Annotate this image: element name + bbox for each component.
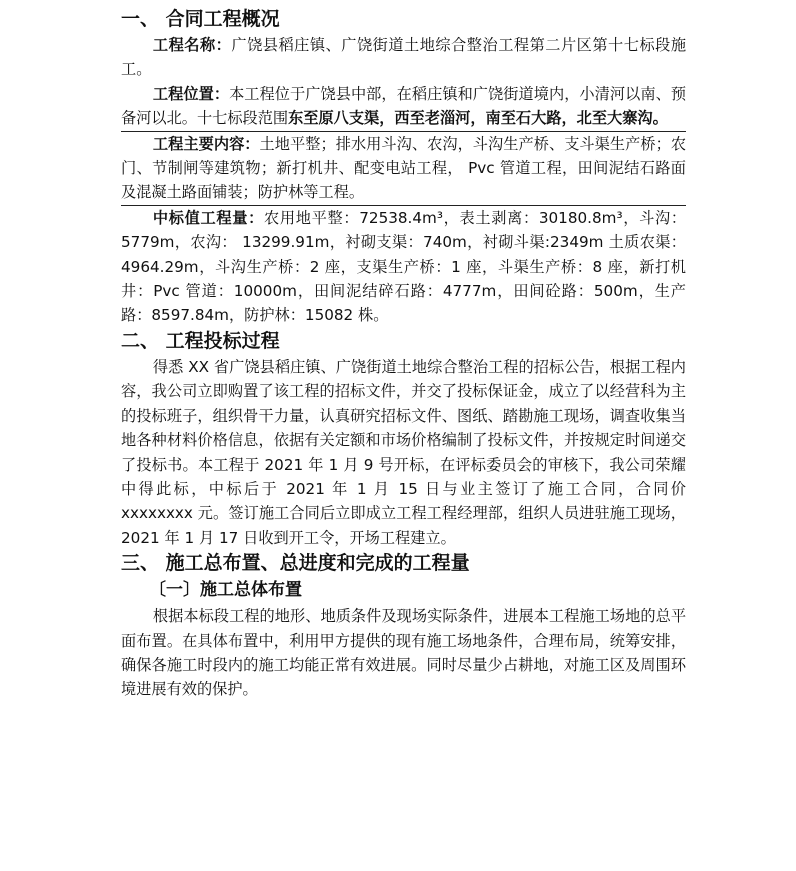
project-location-label: 工程位置： [152,84,230,103]
project-name-label: 工程名称： [152,36,232,54]
section-2-heading: 二、 工程投标过程 [121,329,280,352]
section-1-heading: 一、 合同工程概况 [121,8,280,30]
main-content-text: 土地平整；排水用斗沟、农沟，斗沟生产桥、支斗渠生产桥；农门、节制闸等建筑物；新打机井、配变电站工程， Pvc 管道工程，田间泥结石路面及混凝土路面铺装；防护林等工程。 [121,134,687,202]
main-content-paragraph [121,132,686,205]
subsection-1-heading: 〔一〕施工总体布置 [149,580,302,601]
bidding-process-paragraph: 得悉 XX 省广饶县稻庄镇、广饶街道土地综合整治工程的招标公告，根据工程内容，我公司立即购置了该工程的招标文件，并交了投标保证金，成立了以经营科为主的投标班子，组织骨干力量，认真研究招标文件、图纸、踏勘施工现场，调查收集当地各种材料价格信息，依据有关定额和市场价格编制了投标文件，并按规定时间递交了投标书。本工程于 2021 年 1 月 9 号开标，在评标委员会的审核下，我公司荣耀中得此标，中标后于 2021 年 1 月 15 日与业主签订了施工合同，合同价 xxxxxxxx 元。签订施工合同后立即成立工程工程经理部，组织人员进驻施工现场，2021 年 1 月 17 日收到开工令，开场工程建立。 [121,357,686,547]
site-layout-paragraph: 根据本标段工程的地形、地质条件及现场实际条件，进展本工程施工场地的总平面布置。在具体布置中，利用甲方提供的现有施工场地条件，合理布局，统筹安排，确保各施工时段内的施工均能正常有效进展。同时尽量少占耕地，对施工区及周围环境进展有效的保护。 [121,607,686,699]
project-name-text: 广饶县稻庄镇、广饶街道土地综合整治工程第二片区第十七标段施工。 [121,36,687,79]
project-location-paragraph [121,82,686,131]
quantities-paragraph [121,206,686,328]
project-location-text: 本工程位于广饶县中部，在稻庄镇和广饶街道境内，小清河以南、预备河以北。十七标段范围 [121,84,687,128]
project-name-paragraph [121,33,686,82]
main-content-label: 工程主要内容： [152,134,260,153]
project-boundary-text: 东至原八支渠，西至老淄河，南至石大路，北至大寨沟。 [288,109,668,128]
quantities-text: 农用地平整：72538.4m³，表土剥离：30180.8m³，斗沟： 5779m，农沟： 13299.91m，衬砌支渠：740m，衬砌斗渠:2349m 土质农渠：4964.29m，斗沟生产桥：2 座，支渠生产桥：1 座，斗渠生产桥：8 座，新打机井：Pvc 管道：10000m，田间泥结碎石路：4777m，田间砼路：500m，生产路：8597.84m，防护林：15082 株。 [121,208,687,325]
quantities-label: 中标值工程量： [152,208,265,227]
section-3-heading: 三、 施工总布置、总进度和完成的工程量 [121,552,470,575]
